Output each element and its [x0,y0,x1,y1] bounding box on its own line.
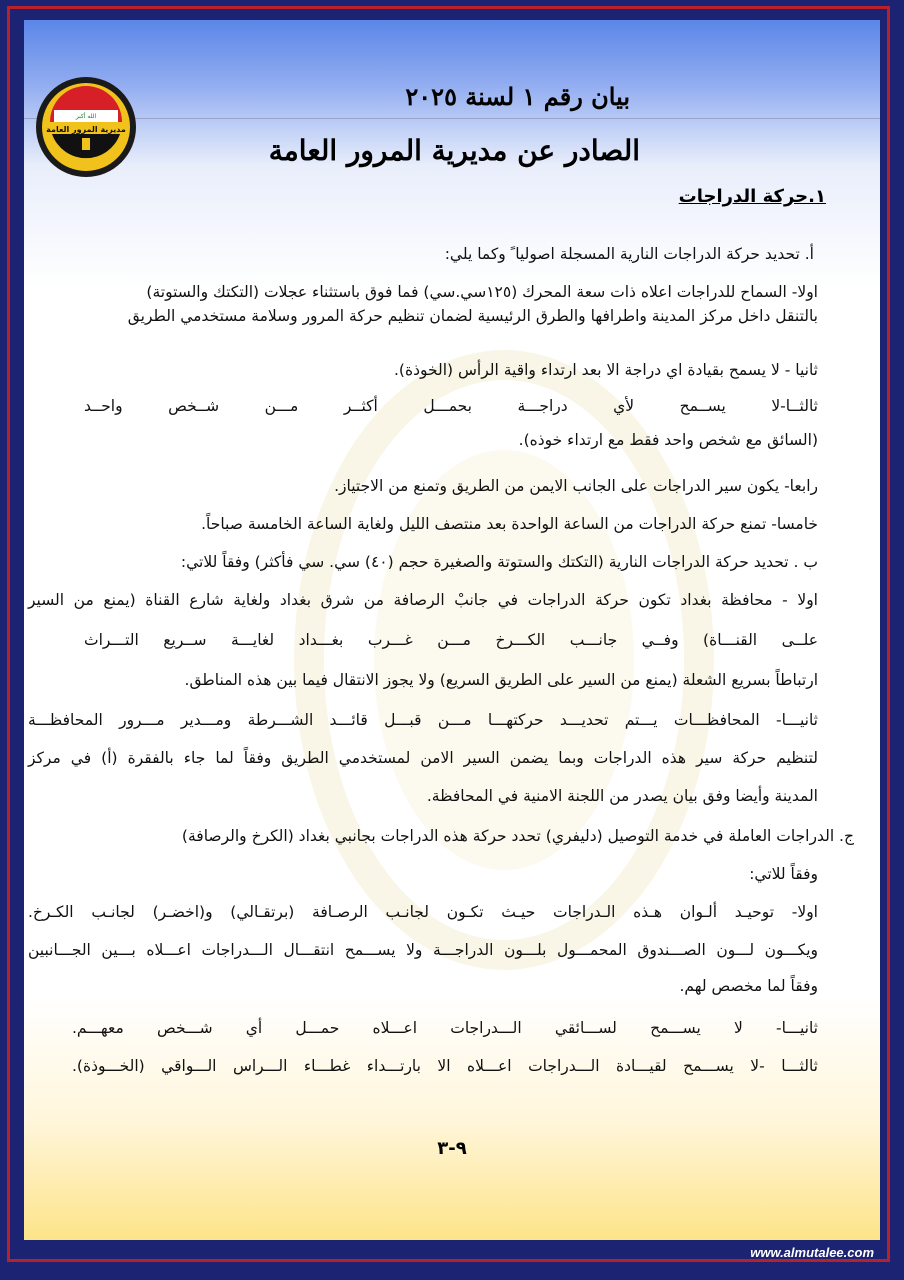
doc-line: (السائق مع شخص واحد فقط مع ارتداء خوذه). [518,431,818,449]
doc-line: رابعا- يكون سير الدراجات على الجانب الايمن من الطريق وتمنع من الاجتياز. [334,477,818,495]
footer-url: www.almutalee.com [750,1245,874,1260]
page-number: ٩-٣ [437,1138,467,1159]
document-page [24,20,880,1240]
doc-line: اولا- السماح للدراجات اعلاه ذات سعة المحرك (١٢٥سي.سي) فما فوق باستثناء عجلات (التكتك والستوتة) [146,283,818,301]
doc-line: اولا - محافظة بغداد تكون حركة الدراجات في جانبْ الرصافة من شرق بغداد ولغاية شارع القناة (يمنع من السير [28,591,818,609]
doc-line: ب . تحديد حركة الدراجات النارية (التكتك والستوتة والصغيرة حجم (٤٠) سي. سي فأكثر) وفقاً للاتي: [180,553,818,571]
statement-title: بيان رقم ١ لسنة ٢٠٢٥ [405,82,630,111]
header-rule [24,118,880,119]
doc-line: علــى القنـــاة) وفــي جانـــب الكـــرخ مـــن غـــرب بغـــداد لغايـــة ســريع التـــراث [84,631,818,649]
logo-text: مديرية المرور العامة [46,125,126,134]
doc-line: ثانيـــا- لا يســـمح لســـائقي الـــدراجات اعـــلاه حمـــل أي شـــخص معهـــم. [72,1019,818,1037]
doc-line: ارتباطاً بسريع الشعلة (يمنع من السير على الطريق السريع) ولا يجوز الانتقال فيما بين هذه المناطق. [184,671,818,689]
doc-line: ثانيا - لا يسمح بقيادة اي دراجة الا بعد ارتداء واقية الرأس (الخوذة). [393,361,818,379]
traffic-directorate-logo [34,72,139,182]
doc-line: وفقاً للاتي: [749,865,818,883]
section-heading: ١.حركة الدراجات [678,186,826,207]
doc-line: ويكـــون لـــون الصـــندوق المحمـــول بلـــون الدراجـــة ولا يســـمح انتقـــال الـــدراجات اعـــلاه بـــين الجـــانبين [28,941,818,959]
doc-line: ج. الدراجات العاملة في خدمة التوصيل (دليفري) تحدد حركة هذه الدراجات بجانبي بغداد (الكرخ والرصافة) [181,827,854,845]
doc-line: ثانيـــا- المحافظـــات يـــتم تحديـــد حركتهـــا مـــن قبـــل قائـــد الشـــرطة ومـــدير مـــرور المحافظـــة [28,711,818,729]
issuer-title: الصادر عن مديرية المرور العامة [268,134,640,167]
doc-line: المدينة وأيضا وفق بيان يصدر من اللجنة الامنية في المحافظة. [426,787,818,805]
doc-line: ثالثــا-لا يســمح لأي دراجـــة بحمـــل أكثــر مـــن شــخص واحــد [84,397,818,415]
logo-flag-text: الله أكبر [75,113,97,120]
watermark-emblem-inner [374,450,634,870]
doc-line: اولا- توحيـد ألـوان هـذه الـدراجات حيـث تكـون لجانـب الرصـافة (برتقـالي) و(اخضـر) لجانـب الكـرخ. [28,903,818,921]
doc-line: ثالثـــا -لا يســـمح لقيـــادة الـــدراجات اعـــلاه الا بارتـــداء غطـــاء الـــراس الـــواقي (الخـــوذة). [72,1057,818,1075]
doc-line: خامسا- تمنع حركة الدراجات من الساعة الواحدة بعد منتصف الليل ولغاية الساعة الخامسة صباحاً. [201,515,818,533]
doc-line: أ. تحديد حركة الدراجات النارية المسجلة اصوليا ً وكما يلي: [444,245,814,263]
doc-line: لتنظيم حركة سير هذه الدراجات وبما يضمن السير الامن لمستخدمي الطريق وفقاً لما جاء بالفقرة (أ) في مركز [28,749,818,767]
doc-line: وفقاً لما مخصص لهم. [679,977,818,995]
doc-line: بالتنقل داخل مركز المدينة واطرافها والطرق الرئيسية لضمان تنظيم حركة المرور وسلامة مستخدمي الطريق [127,307,818,325]
